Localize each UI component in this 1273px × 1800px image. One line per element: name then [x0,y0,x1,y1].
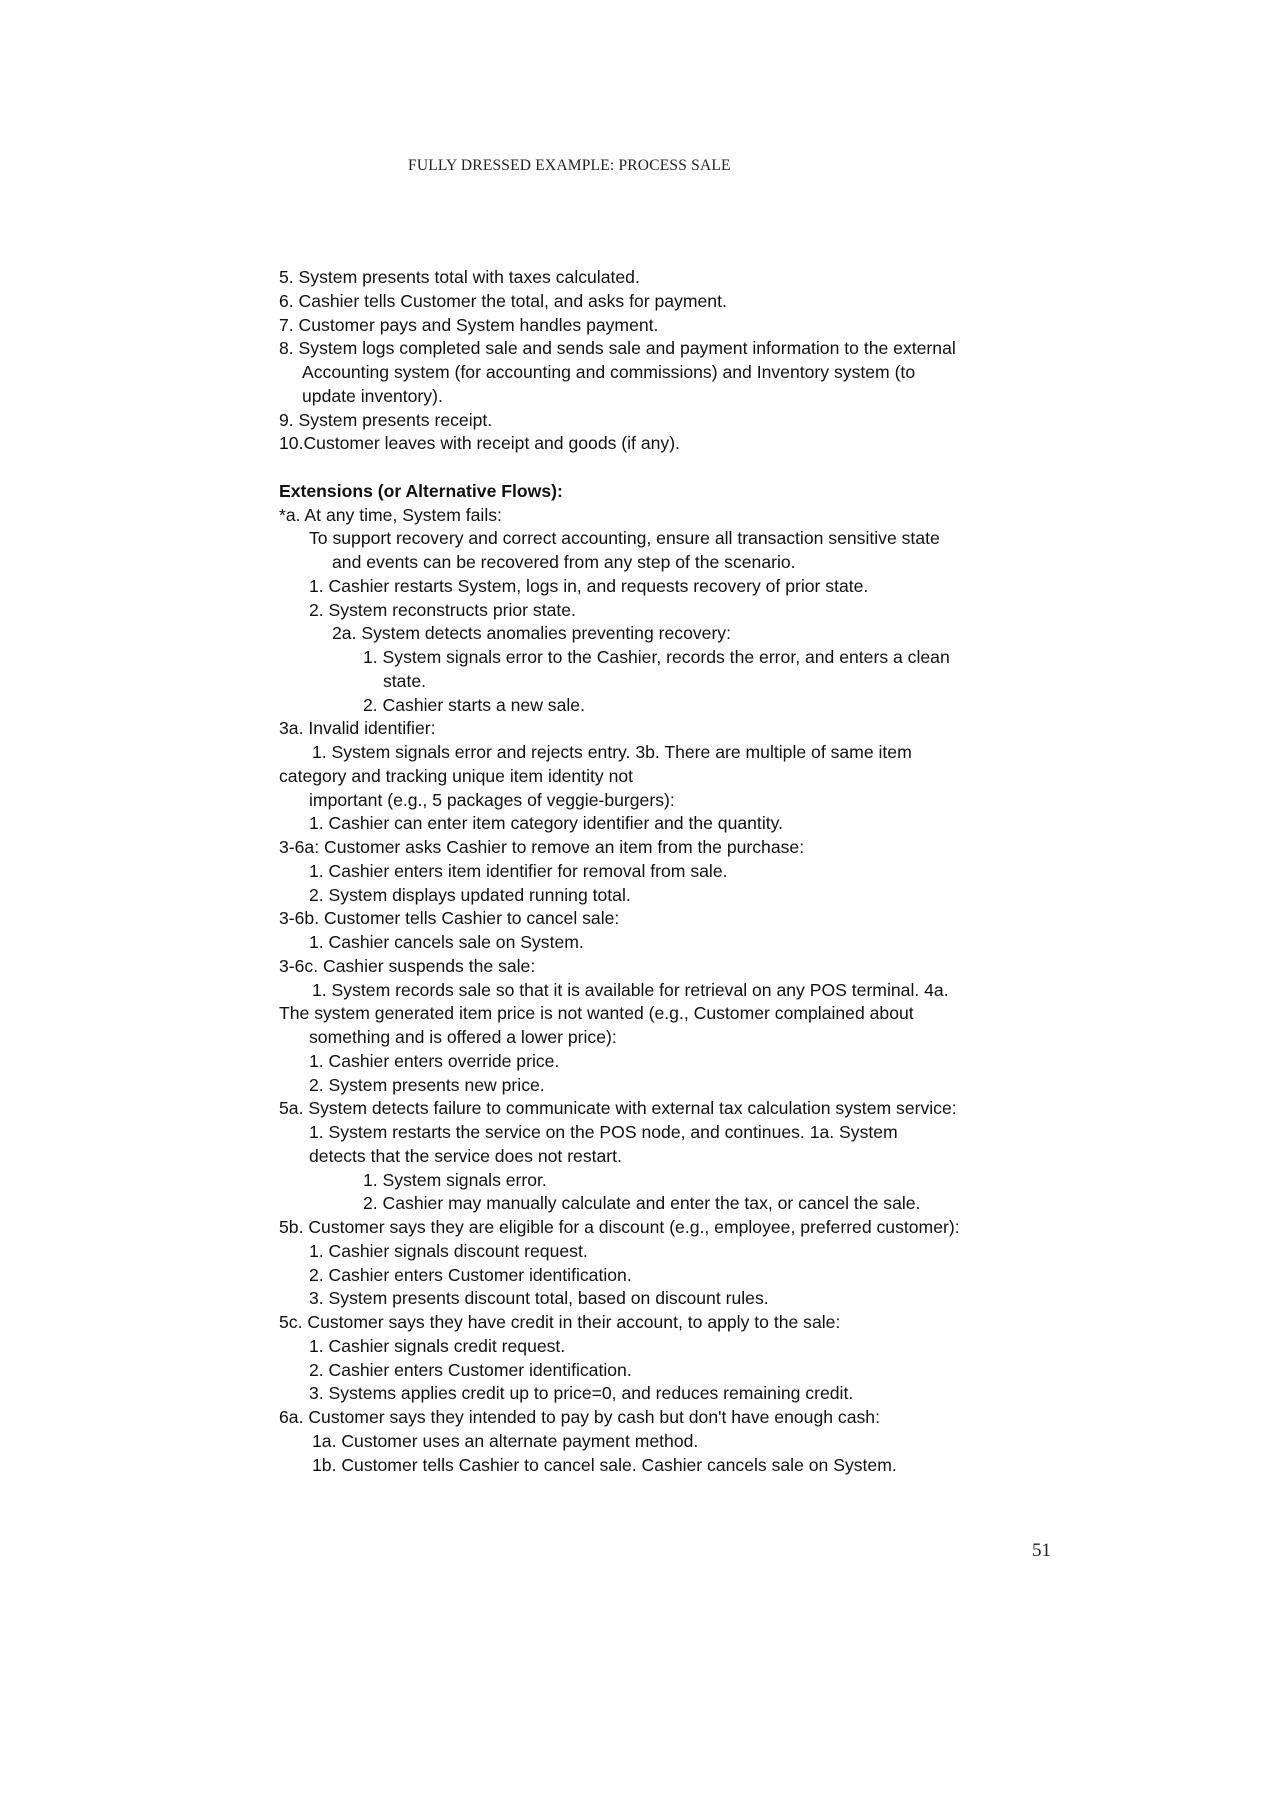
list-item: 9. System presents receipt. [279,409,493,430]
extension-line: 5b. Customer says they are eligible for a discount (e.g., employee, preferred customer): [279,1217,960,1237]
extension-line: 1. Cashier signals credit request. [309,1335,566,1356]
extension-line: 5c. Customer says they have credit in their account, to apply to the sale: [279,1312,841,1332]
spacer [279,456,1039,480]
extension-line: 1. System signals error. [363,1169,547,1190]
list-item: 6. Cashier tells Customer the total, and asks for payment. [279,290,727,311]
page-body [279,266,1039,1477]
extension-line: 1. System signals error to the Cashier, records the error, and enters a clean [363,647,950,667]
extension-line: 3-6b. Customer tells Cashier to cancel sale: [279,908,620,929]
list-item: 7. Customer pays and System handles payment. [279,314,659,335]
extension-line: 1. Cashier can enter item category identifier and the quantity. [309,813,783,834]
extension-line: 3a. Invalid identifier: [279,718,436,739]
list-item-continuation: update inventory). [302,385,443,406]
extension-line: 2a. System detects anomalies preventing recovery: [332,623,731,644]
extension-line: 1a. Customer uses an alternate payment method. [312,1430,699,1451]
page-number: 51 [1032,1540,1051,1561]
extension-line: important (e.g., 5 packages of veggie-burgers): [309,789,675,810]
extension-line: 3. Systems applies credit up to price=0, and reduces remaining credit. [309,1383,854,1404]
extension-line: and events can be recovered from any step of the scenario. [332,552,796,572]
extension-line: 2. Cashier may manually calculate and enter the tax, or cancel the sale. [363,1193,921,1214]
extension-line: 2. System displays updated running total. [309,884,631,905]
extension-line: detects that the service does not restart. [309,1145,622,1166]
extension-line: 6a. Customer says they intended to pay by cash but don't have enough cash: [279,1407,880,1427]
extension-line: 1. Cashier cancels sale on System. [309,932,584,952]
extension-line: 3-6a: Customer asks Cashier to remove an item from the purchase: [279,837,805,857]
extension-line: To support recovery and correct accounting, ensure all transaction sensitive state [309,528,940,549]
extension-line: 2. System reconstructs prior state. [309,599,576,620]
extension-line: 1b. Customer tells Cashier to cancel sale. Cashier cancels sale on System. [312,1454,897,1475]
extension-line: 3. System presents discount total, based on discount rules. [309,1288,769,1309]
list-item: 5. System presents total with taxes calculated. [279,267,640,287]
extension-line: 2. Cashier enters Customer identification. [309,1359,632,1380]
extension-line: 1. Cashier enters override price. [309,1050,560,1071]
extension-line: 2. Cashier starts a new sale. [363,694,585,715]
extension-line: 2. Cashier enters Customer identification. [309,1264,632,1285]
extension-line: state. [383,670,427,691]
extension-line: 3-6c. Cashier suspends the sale: [279,955,536,976]
extension-line: category and tracking unique item identity not [279,765,634,786]
extension-line: 1. System restarts the service on the POS node, and continues. 1a. System [309,1122,898,1142]
extension-line: 1. System records sale so that it is available for retrieval on any POS terminal. 4a. [312,979,949,1000]
extension-line: something and is offered a lower price): [309,1027,617,1047]
extension-line: 1. Cashier enters item identifier for removal from sale. [309,860,728,881]
extension-line: 1. System signals error and rejects entry. 3b. There are multiple of same item [312,742,912,762]
list-item: 10.Customer leaves with receipt and goods (if any). [279,433,680,454]
extension-line: 2. System presents new price. [309,1074,545,1095]
extension-line: 5a. System detects failure to communicate with external tax calculation system service: [279,1098,957,1119]
extension-line: 1. Cashier signals discount request. [309,1240,588,1261]
running-header: FULLY DRESSED EXAMPLE: PROCESS SALE [408,157,731,174]
list-item-continuation: Accounting system (for accounting and commissions) and Inventory system (to [302,362,916,382]
list-item: 8. System logs completed sale and sends sale and payment information to the external [279,338,956,359]
extension-line: *a. At any time, System fails: [279,504,502,525]
extension-line: The system generated item price is not wanted (e.g., Customer complained about [279,1003,914,1024]
extension-line: 1. Cashier restarts System, logs in, and requests recovery of prior state. [309,575,869,596]
section-heading: Extensions (or Alternative Flows): [279,480,563,501]
